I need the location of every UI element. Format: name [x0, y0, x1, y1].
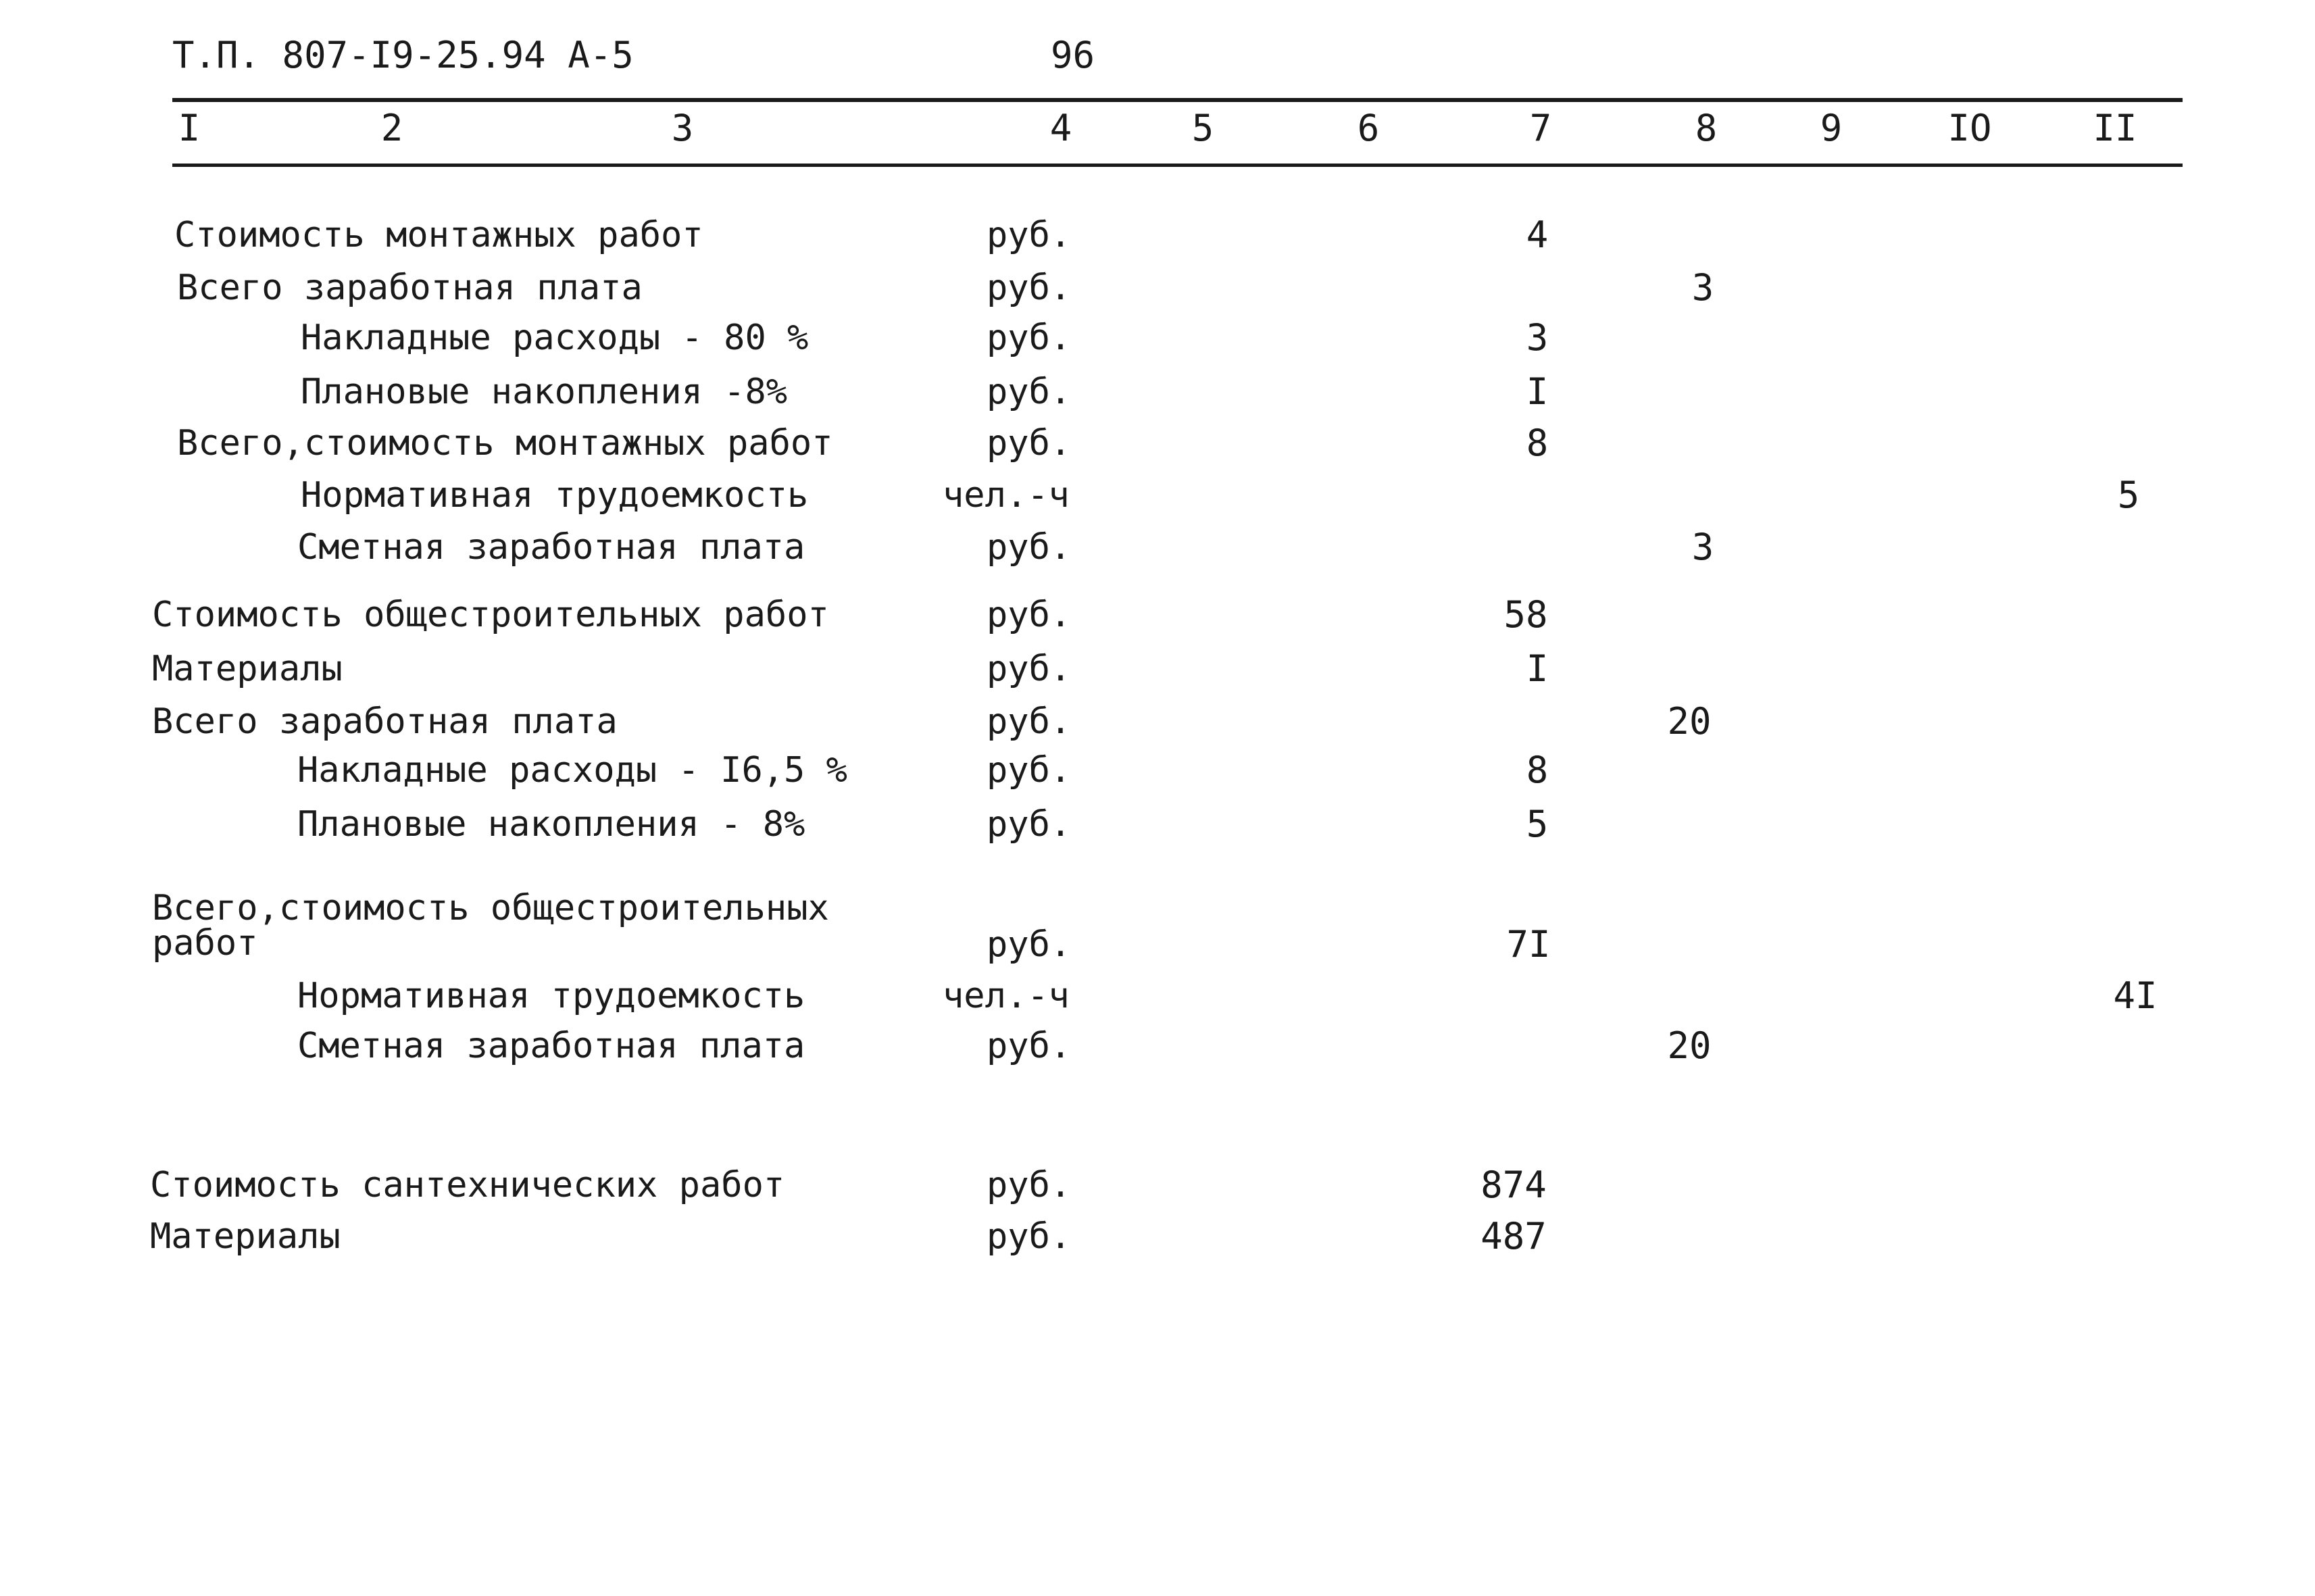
table-top-rule: [172, 98, 2183, 102]
row-label: Нормативная трудоемкость: [301, 475, 809, 516]
column-number: IO: [1947, 107, 1992, 149]
row-label: Всего заработная плата: [177, 268, 643, 308]
column-number: 3: [671, 107, 694, 149]
row-unit: руб.: [987, 1026, 1072, 1066]
row-label: Накладные расходы - 80 %: [301, 318, 809, 358]
table-row: [0, 1216, 2315, 1264]
row-unit: руб.: [987, 372, 1072, 412]
table-row: [0, 804, 2315, 851]
document-code: Т.П. 807-I9-25.94 А-5: [172, 34, 634, 76]
row-label: Стоимость общестроительных работ: [152, 595, 829, 635]
row-unit: руб.: [987, 701, 1072, 742]
row-value-col7: 7I: [1506, 923, 1551, 966]
column-number: 4: [1049, 107, 1072, 149]
column-number: 5: [1191, 107, 1214, 149]
table-row: [0, 527, 2315, 574]
row-unit: руб.: [987, 804, 1072, 845]
row-unit: руб.: [987, 924, 1072, 965]
row-unit: руб.: [987, 750, 1072, 791]
row-unit: руб.: [987, 1216, 1072, 1257]
table-row: [0, 215, 2315, 262]
row-value-col7: 58: [1503, 593, 1548, 636]
table-row: [0, 701, 2315, 749]
row-unit: руб.: [987, 268, 1072, 308]
row-value-col8: 3: [1691, 266, 1714, 309]
table-row: [0, 1165, 2315, 1212]
row-value-col11: 5: [2117, 474, 2140, 516]
table-row: [0, 888, 2315, 972]
row-label: Материалы: [150, 1216, 341, 1257]
page-number: 96: [1051, 34, 1095, 76]
row-unit: руб.: [987, 595, 1072, 635]
column-number: 2: [380, 107, 403, 149]
row-value-col7: 4: [1526, 214, 1549, 256]
table-row: [0, 750, 2315, 797]
row-unit: чел.-ч: [943, 475, 1070, 516]
column-number: 6: [1357, 107, 1380, 149]
table-row: [0, 372, 2315, 419]
table-row: [0, 976, 2315, 1023]
table-row: [0, 475, 2315, 522]
row-label: Плановые накопления -8%: [301, 372, 788, 412]
row-label: Сметная заработная плата: [297, 527, 805, 568]
table-row: [0, 318, 2315, 365]
row-unit: руб.: [987, 1165, 1072, 1205]
row-value-col7: I: [1526, 647, 1549, 690]
row-label: Накладные расходы - I6,5 %: [297, 750, 847, 791]
row-value-col8: 3: [1691, 526, 1714, 568]
row-unit: чел.-ч: [943, 976, 1070, 1016]
row-unit: руб.: [987, 423, 1072, 464]
row-unit: руб.: [987, 649, 1072, 689]
row-value-col8: 20: [1667, 1024, 1712, 1067]
row-label: Всего заработная плата: [152, 701, 618, 742]
table-row: [0, 268, 2315, 315]
table-row: [0, 1026, 2315, 1073]
row-value-col7: I: [1526, 370, 1549, 413]
row-value-col11: 4I: [2113, 974, 2158, 1017]
table-row: [0, 595, 2315, 642]
row-unit: руб.: [987, 318, 1072, 358]
row-value-col8: 20: [1667, 700, 1712, 743]
row-value-col7: 8: [1526, 422, 1549, 464]
table-header-rule: [172, 164, 2183, 167]
column-number: I: [178, 107, 201, 149]
row-label: Стоимость сантехнических работ: [150, 1165, 785, 1205]
row-unit: руб.: [987, 215, 1072, 255]
row-label: Всего,стоимость общестроительных работ: [152, 888, 829, 964]
row-label: Нормативная трудоемкость: [297, 976, 805, 1016]
row-label: Стоимость монтажных работ: [174, 215, 703, 255]
row-value-col7: 8: [1526, 749, 1549, 791]
column-number: 7: [1529, 107, 1552, 149]
column-number: 8: [1695, 107, 1718, 149]
row-label: Сметная заработная плата: [297, 1026, 805, 1066]
row-value-col7: 487: [1480, 1215, 1547, 1257]
table-row: [0, 423, 2315, 470]
column-number: II: [2093, 107, 2137, 149]
row-value-col7: 5: [1526, 803, 1549, 845]
row-value-col7: 3: [1526, 316, 1549, 359]
column-number: 9: [1820, 107, 1843, 149]
row-label: Плановые накопления - 8%: [297, 804, 805, 845]
table-row: [0, 649, 2315, 696]
row-value-col7: 874: [1480, 1164, 1547, 1206]
row-label: Всего,стоимость монтажных работ: [177, 423, 833, 464]
row-unit: руб.: [987, 527, 1072, 568]
row-label: Материалы: [152, 649, 343, 689]
